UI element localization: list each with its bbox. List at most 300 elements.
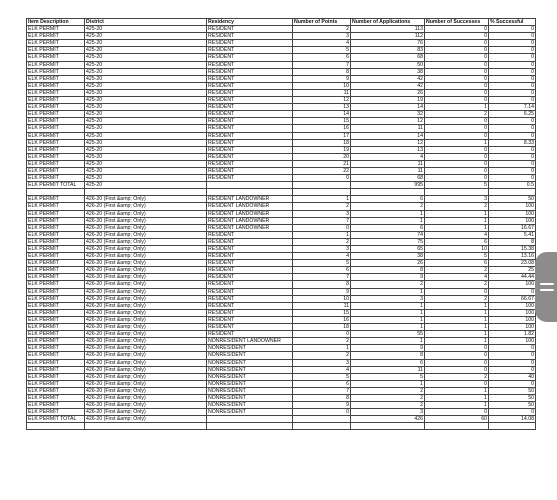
cell-district xyxy=(85,423,207,430)
cell-number-of-points: 5 xyxy=(293,47,351,54)
cell-percent-successful: 0 xyxy=(489,132,536,139)
table-row xyxy=(27,345,536,352)
cell-district: 425-20 xyxy=(85,125,207,132)
cell-residency: RESIDENT xyxy=(207,160,293,167)
header-number-of-points: Number of Points xyxy=(293,19,351,26)
cell-residency: RESIDENT xyxy=(207,316,293,323)
cell-number-of-points: 18 xyxy=(293,324,351,331)
table-row xyxy=(27,104,536,111)
cell-district: 425-20 xyxy=(85,104,207,111)
cell-item-description: ELK PERMIT xyxy=(27,380,85,387)
cell-district: 426-20 (First &amp; Only) xyxy=(85,295,207,302)
cell-number-of-successes: 0 xyxy=(425,68,489,75)
cell-number-of-successes: 1 xyxy=(425,217,489,224)
cell-residency: RESIDENT xyxy=(207,302,293,309)
cell-number-of-points: 8 xyxy=(293,68,351,75)
cell-number-of-points: 14 xyxy=(293,111,351,118)
cell-district: 425-20 xyxy=(85,68,207,75)
cell-number-of-successes: 0 xyxy=(425,61,489,68)
cell-percent-successful: 100 xyxy=(489,302,536,309)
cell-number-of-points: 22 xyxy=(293,167,351,174)
cell-item-description: ELK PERMIT xyxy=(27,33,85,40)
cell-number-of-points xyxy=(293,182,351,189)
cell-number-of-applications: 1 xyxy=(351,380,425,387)
cell-number-of-successes: 4 xyxy=(425,231,489,238)
cell-district: 426-20 (First &amp; Only) xyxy=(85,224,207,231)
cell-district: 425-20 xyxy=(85,182,207,189)
cell-number-of-successes: 0 xyxy=(425,82,489,89)
cell-item-description: ELK PERMIT xyxy=(27,295,85,302)
cell-number-of-successes: 10 xyxy=(425,246,489,253)
cell-number-of-points: 1 xyxy=(293,345,351,352)
cell-item-description: ELK PERMIT xyxy=(27,217,85,224)
cell-number-of-points xyxy=(293,423,351,430)
cell-item-description: ELK PERMIT xyxy=(27,373,85,380)
cell-residency: RESIDENT LANDOWNER xyxy=(207,224,293,231)
cell-item-description: ELK PERMIT xyxy=(27,203,85,210)
table-row xyxy=(27,274,536,281)
cell-residency: RESIDENT xyxy=(207,260,293,267)
cell-residency: RESIDENT xyxy=(207,175,293,182)
header-percent-successful: % Successful xyxy=(489,19,536,26)
header-residency: Residency xyxy=(207,19,293,26)
cell-number-of-successes: 0 xyxy=(425,359,489,366)
cell-district: 426-20 (First &amp; Only) xyxy=(85,394,207,401)
cell-number-of-points: 3 xyxy=(293,33,351,40)
cell-number-of-points: 18 xyxy=(293,139,351,146)
cell-district: 426-20 (First &amp; Only) xyxy=(85,316,207,323)
cell-number-of-applications: 9 xyxy=(351,345,425,352)
table-row xyxy=(27,153,536,160)
cell-district: 425-20 xyxy=(85,54,207,61)
cell-residency: RESIDENT xyxy=(207,288,293,295)
cell-number-of-successes: 0 xyxy=(425,153,489,160)
cell-number-of-points: 0 xyxy=(293,175,351,182)
cell-number-of-points: 5 xyxy=(293,260,351,267)
cell-percent-successful: 44.44 xyxy=(489,274,536,281)
table-row xyxy=(27,210,536,217)
cell-number-of-successes: 1 xyxy=(425,387,489,394)
cell-percent-successful: 0 xyxy=(489,409,536,416)
cell-residency: NONRESIDENT xyxy=(207,352,293,359)
cell-number-of-applications: 1 xyxy=(351,288,425,295)
cell-district: 426-20 (First &amp; Only) xyxy=(85,380,207,387)
cell-percent-successful: 0 xyxy=(489,26,536,33)
cell-number-of-points: 11 xyxy=(293,89,351,96)
cell-item-description: ELK PERMIT xyxy=(27,47,85,54)
cell-percent-successful: 0 xyxy=(489,61,536,68)
cell-percent-successful: 100 xyxy=(489,203,536,210)
cell-number-of-points: 8 xyxy=(293,394,351,401)
cell-residency: RESIDENT LANDOWNER xyxy=(207,203,293,210)
table-row xyxy=(27,302,536,309)
header-number-of-applications: Number of Applications xyxy=(351,19,425,26)
cell-item-description: ELK PERMIT xyxy=(27,338,85,345)
cell-percent-successful xyxy=(489,423,536,430)
cell-number-of-points: 2 xyxy=(293,26,351,33)
cell-item-description: ELK PERMIT xyxy=(27,104,85,111)
cell-number-of-applications: 26 xyxy=(351,260,425,267)
cell-percent-successful: 50 xyxy=(489,402,536,409)
cell-percent-successful: 100 xyxy=(489,338,536,345)
cell-district: 426-20 (First &amp; Only) xyxy=(85,359,207,366)
cell-number-of-points: 6 xyxy=(293,54,351,61)
cell-residency: RESIDENT xyxy=(207,309,293,316)
cell-item-description: ELK PERMIT xyxy=(27,97,85,104)
cell-residency: NONRESIDENT xyxy=(207,409,293,416)
cell-item-description: ELK PERMIT xyxy=(27,366,85,373)
cell-percent-successful: 0 xyxy=(489,125,536,132)
table-row xyxy=(27,309,536,316)
cell-number-of-applications: 1 xyxy=(351,324,425,331)
cell-number-of-applications: 38 xyxy=(351,253,425,260)
cell-number-of-points: 16 xyxy=(293,125,351,132)
cell-item-description xyxy=(27,423,85,430)
cell-residency: RESIDENT xyxy=(207,111,293,118)
cell-district: 425-20 xyxy=(85,146,207,153)
cell-number-of-applications: 12 xyxy=(351,118,425,125)
table-header-row xyxy=(27,19,536,26)
cell-residency: NONRESIDENT xyxy=(207,402,293,409)
cell-number-of-applications: 112 xyxy=(351,33,425,40)
cell-number-of-successes: 1 xyxy=(425,338,489,345)
cell-number-of-applications: 2 xyxy=(351,203,425,210)
cell-percent-successful: 50 xyxy=(489,387,536,394)
cell-percent-successful: 100 xyxy=(489,316,536,323)
table-row xyxy=(27,402,536,409)
cell-number-of-points: 16 xyxy=(293,316,351,323)
table-row xyxy=(27,139,536,146)
cell-number-of-applications: 42 xyxy=(351,75,425,82)
cell-number-of-applications: 11 xyxy=(351,125,425,132)
cell-item-description: ELK PERMIT xyxy=(27,210,85,217)
table-row xyxy=(27,97,536,104)
cell-number-of-successes: 0 xyxy=(425,288,489,295)
cell-district: 426-20 (First &amp; Only) xyxy=(85,331,207,338)
table-row xyxy=(27,387,536,394)
table-row xyxy=(27,182,536,189)
cell-number-of-points: 17 xyxy=(293,132,351,139)
cell-residency: RESIDENT xyxy=(207,47,293,54)
cell-residency: RESIDENT xyxy=(207,295,293,302)
cell-number-of-points: 2 xyxy=(293,352,351,359)
cell-item-description: ELK PERMIT xyxy=(27,224,85,231)
header-district: District xyxy=(85,19,207,26)
cell-number-of-successes: 2 xyxy=(425,281,489,288)
cell-number-of-successes: 0 xyxy=(425,47,489,54)
cell-district: 426-20 (First &amp; Only) xyxy=(85,274,207,281)
table-row xyxy=(27,160,536,167)
cell-number-of-applications: 19 xyxy=(351,97,425,104)
cell-number-of-successes: 3 xyxy=(425,196,489,203)
cell-percent-successful: 8.33 xyxy=(489,139,536,146)
cell-item-description: ELK PERMIT xyxy=(27,316,85,323)
cell-number-of-applications: 2 xyxy=(351,402,425,409)
cell-district: 425-20 xyxy=(85,33,207,40)
cell-district: 425-20 xyxy=(85,175,207,182)
table-row xyxy=(27,40,536,47)
table-row xyxy=(27,175,536,182)
table-row xyxy=(27,118,536,125)
cell-number-of-successes: 5 xyxy=(425,182,489,189)
cell-number-of-successes: 1 xyxy=(425,139,489,146)
cell-residency: RESIDENT xyxy=(207,125,293,132)
cell-percent-successful: 0 xyxy=(489,366,536,373)
cell-item-description: ELK PERMIT xyxy=(27,246,85,253)
table-row xyxy=(27,373,536,380)
cell-district: 425-20 xyxy=(85,75,207,82)
cell-district: 426-20 (First &amp; Only) xyxy=(85,281,207,288)
cell-district: 426-20 (First &amp; Only) xyxy=(85,238,207,245)
cell-residency xyxy=(207,189,293,196)
cell-item-description: ELK PERMIT xyxy=(27,288,85,295)
cell-item-description: ELK PERMIT xyxy=(27,40,85,47)
cell-item-description: ELK PERMIT xyxy=(27,281,85,288)
cell-residency: RESIDENT xyxy=(207,68,293,75)
cell-number-of-points: 0 xyxy=(293,331,351,338)
cell-district: 426-20 (First &amp; Only) xyxy=(85,253,207,260)
table-row xyxy=(27,380,536,387)
cell-percent-successful: 50 xyxy=(489,394,536,401)
table-row xyxy=(27,203,536,210)
cell-residency: RESIDENT xyxy=(207,89,293,96)
cell-number-of-successes: 0 xyxy=(425,33,489,40)
cell-number-of-successes: 0 xyxy=(425,352,489,359)
cell-item-description: ELK PERMIT xyxy=(27,61,85,68)
cell-percent-successful: 100 xyxy=(489,281,536,288)
cell-number-of-points: 20 xyxy=(293,153,351,160)
cell-number-of-applications: 68 xyxy=(351,175,425,182)
cell-number-of-points: 3 xyxy=(293,359,351,366)
cell-number-of-applications: 14 xyxy=(351,132,425,139)
cell-percent-successful: 0 xyxy=(489,33,536,40)
cell-number-of-points: 4 xyxy=(293,40,351,47)
cell-number-of-applications: 11 xyxy=(351,160,425,167)
cell-number-of-points: 7 xyxy=(293,387,351,394)
header-item-description: Item Description xyxy=(27,19,85,26)
cell-number-of-successes: 6 xyxy=(425,238,489,245)
cell-district: 426-20 (First &amp; Only) xyxy=(85,324,207,331)
cell-percent-successful: 0 xyxy=(489,175,536,182)
cell-district: 426-20 (First &amp; Only) xyxy=(85,416,207,423)
table-row xyxy=(27,246,536,253)
cell-number-of-successes: 0 xyxy=(425,26,489,33)
cell-district: 426-20 (First &amp; Only) xyxy=(85,217,207,224)
cell-number-of-points: 21 xyxy=(293,160,351,167)
cell-number-of-applications: 8 xyxy=(351,267,425,274)
cell-item-description: ELK PERMIT xyxy=(27,231,85,238)
table-row xyxy=(27,316,536,323)
cell-percent-successful: 0 xyxy=(489,146,536,153)
cell-percent-successful: 100 xyxy=(489,309,536,316)
cell-number-of-points: 13 xyxy=(293,104,351,111)
table-row xyxy=(27,331,536,338)
cell-residency: RESIDENT xyxy=(207,324,293,331)
cell-number-of-successes: 1 xyxy=(425,316,489,323)
cell-district: 426-20 (First &amp; Only) xyxy=(85,288,207,295)
cell-item-description: ELK PERMIT xyxy=(27,402,85,409)
cell-number-of-applications: 995 xyxy=(351,182,425,189)
cell-number-of-successes: 1 xyxy=(425,210,489,217)
cell-percent-successful: 100 xyxy=(489,210,536,217)
cell-number-of-points: 15 xyxy=(293,118,351,125)
table-row xyxy=(27,111,536,118)
cell-number-of-points: 2 xyxy=(293,338,351,345)
cell-percent-successful: 0 xyxy=(489,97,536,104)
cell-item-description: ELK PERMIT xyxy=(27,324,85,331)
cell-district: 426-20 (First &amp; Only) xyxy=(85,338,207,345)
table-row xyxy=(27,352,536,359)
cell-number-of-successes: 1 xyxy=(425,331,489,338)
cell-number-of-points xyxy=(293,416,351,423)
cell-item-description: ELK PERMIT xyxy=(27,111,85,118)
table-row xyxy=(27,324,536,331)
cell-item-description: ELK PERMIT xyxy=(27,160,85,167)
side-menu-tab[interactable] xyxy=(535,252,557,322)
table-row xyxy=(27,231,536,238)
cell-item-description: ELK PERMIT xyxy=(27,125,85,132)
cell-percent-successful: 0 xyxy=(489,153,536,160)
cell-number-of-successes: 0 xyxy=(425,54,489,61)
table-row xyxy=(27,217,536,224)
cell-number-of-applications: 65 xyxy=(351,246,425,253)
cell-number-of-successes xyxy=(425,189,489,196)
cell-residency: NONRESIDENT xyxy=(207,345,293,352)
cell-number-of-successes: 0 xyxy=(425,345,489,352)
cell-number-of-successes: 1 xyxy=(425,402,489,409)
cell-percent-successful: 50 xyxy=(489,196,536,203)
cell-percent-successful: 0 xyxy=(489,47,536,54)
cell-item-description: ELK PERMIT xyxy=(27,89,85,96)
report-sheet xyxy=(26,18,535,430)
cell-residency: RESIDENT xyxy=(207,40,293,47)
cell-percent-successful: 14.08 xyxy=(489,416,536,423)
cell-number-of-points: 11 xyxy=(293,302,351,309)
cell-number-of-successes: 2 xyxy=(425,203,489,210)
cell-number-of-applications: 83 xyxy=(351,47,425,54)
cell-residency: NONRESIDENT xyxy=(207,387,293,394)
cell-item-description: ELK PERMIT xyxy=(27,146,85,153)
cell-number-of-successes: 60 xyxy=(425,416,489,423)
cell-number-of-points: 0 xyxy=(293,224,351,231)
cell-number-of-points: 4 xyxy=(293,253,351,260)
cell-number-of-successes: 0 xyxy=(425,89,489,96)
cell-percent-successful: 0 xyxy=(489,68,536,75)
cell-number-of-successes: 0 xyxy=(425,175,489,182)
cell-number-of-successes: 0 xyxy=(425,40,489,47)
cell-number-of-successes: 1 xyxy=(425,324,489,331)
cell-percent-successful: 15.38 xyxy=(489,246,536,253)
cell-residency: RESIDENT xyxy=(207,54,293,61)
cell-residency: RESIDENT xyxy=(207,238,293,245)
cell-number-of-applications: 1 xyxy=(351,210,425,217)
cell-item-description: ELK PERMIT xyxy=(27,409,85,416)
cell-district: 426-20 (First &amp; Only) xyxy=(85,260,207,267)
cell-item-description: ELK PERMIT xyxy=(27,387,85,394)
cell-number-of-applications: 14 xyxy=(351,104,425,111)
cell-district: 426-20 (First &amp; Only) xyxy=(85,210,207,217)
table-row xyxy=(27,288,536,295)
table-row xyxy=(27,189,536,196)
cell-percent-successful: 0 xyxy=(489,288,536,295)
cell-percent-successful: 0 xyxy=(489,167,536,174)
cell-district: 425-20 xyxy=(85,97,207,104)
cell-number-of-points: 3 xyxy=(293,246,351,253)
cell-item-description: ELK PERMIT xyxy=(27,75,85,82)
cell-residency: RESIDENT xyxy=(207,146,293,153)
cell-residency: RESIDENT xyxy=(207,246,293,253)
cell-district: 426-20 (First &amp; Only) xyxy=(85,196,207,203)
cell-residency: RESIDENT LANDOWNER xyxy=(207,210,293,217)
cell-number-of-points: 9 xyxy=(293,402,351,409)
cell-number-of-points: 10 xyxy=(293,295,351,302)
cell-number-of-successes: 2 xyxy=(425,373,489,380)
cell-item-description: ELK PERMIT xyxy=(27,118,85,125)
cell-item-description: ELK PERMIT xyxy=(27,196,85,203)
cell-percent-successful: 0 xyxy=(489,345,536,352)
cell-district: 425-20 xyxy=(85,132,207,139)
cell-percent-successful: 0 xyxy=(489,160,536,167)
table-row xyxy=(27,409,536,416)
cell-residency: NONRESIDENT xyxy=(207,394,293,401)
cell-number-of-applications: 11 xyxy=(351,366,425,373)
table-row xyxy=(27,33,536,40)
cell-district: 425-20 xyxy=(85,160,207,167)
cell-district xyxy=(85,189,207,196)
table-row xyxy=(27,61,536,68)
cell-residency: RESIDENT LANDOWNER xyxy=(207,196,293,203)
cell-number-of-applications: 13 xyxy=(351,146,425,153)
cell-number-of-successes: 6 xyxy=(425,260,489,267)
cell-number-of-applications: 1 xyxy=(351,217,425,224)
cell-percent-successful: 0.5 xyxy=(489,182,536,189)
menu-icon-bar xyxy=(540,289,554,291)
cell-number-of-applications: 26 xyxy=(351,89,425,96)
cell-number-of-points: 1 xyxy=(293,196,351,203)
cell-percent-successful: 0 xyxy=(489,82,536,89)
cell-number-of-points: 9 xyxy=(293,288,351,295)
cell-number-of-points: 2 xyxy=(293,203,351,210)
cell-residency: RESIDENT xyxy=(207,118,293,125)
cell-district: 426-20 (First &amp; Only) xyxy=(85,373,207,380)
table-row xyxy=(27,394,536,401)
cell-percent-successful: 1.82 xyxy=(489,331,536,338)
cell-number-of-applications: 8 xyxy=(351,352,425,359)
cell-number-of-applications: 75 xyxy=(351,238,425,245)
cell-item-description: ELK PERMIT xyxy=(27,153,85,160)
table-row xyxy=(27,167,536,174)
table-row xyxy=(27,47,536,54)
table-row xyxy=(27,132,536,139)
cell-number-of-points: 0 xyxy=(293,409,351,416)
cell-percent-successful: 25 xyxy=(489,267,536,274)
cell-number-of-successes: 0 xyxy=(425,366,489,373)
cell-percent-successful: 0 xyxy=(489,40,536,47)
cell-number-of-applications: 76 xyxy=(351,40,425,47)
cell-number-of-points: 5 xyxy=(293,373,351,380)
cell-number-of-applications: 42 xyxy=(351,82,425,89)
table-row xyxy=(27,146,536,153)
cell-number-of-points: 12 xyxy=(293,97,351,104)
cell-number-of-applications: 55 xyxy=(351,331,425,338)
cell-number-of-applications xyxy=(351,189,425,196)
cell-item-description: ELK PERMIT TOTAL xyxy=(27,416,85,423)
cell-number-of-applications: 9 xyxy=(351,274,425,281)
cell-item-description: ELK PERMIT TOTAL xyxy=(27,182,85,189)
cell-district: 426-20 (First &amp; Only) xyxy=(85,387,207,394)
cell-number-of-applications: 2 xyxy=(351,394,425,401)
cell-residency xyxy=(207,416,293,423)
